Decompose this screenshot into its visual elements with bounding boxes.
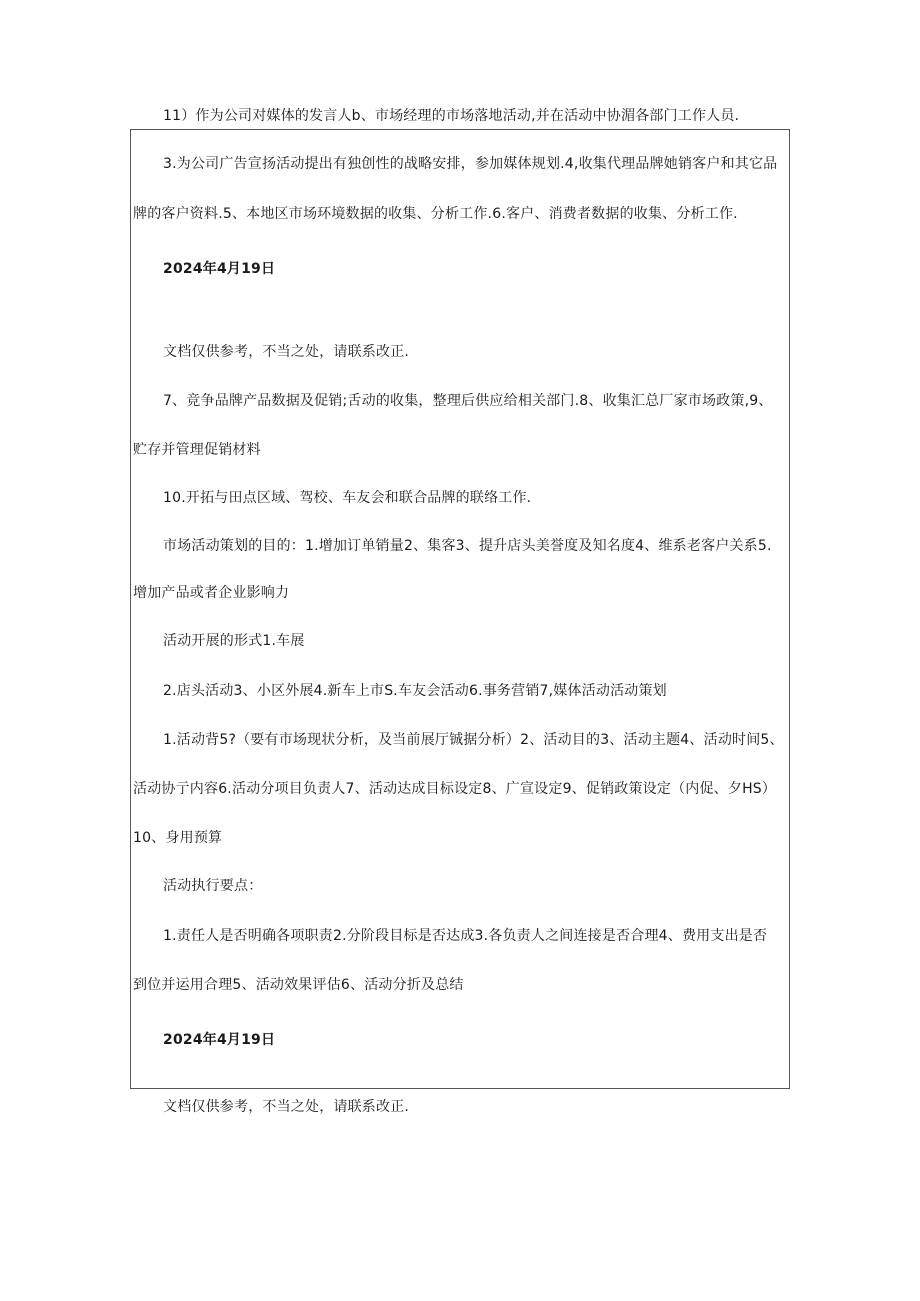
text-line-plan-part1: 1.活动背5?（要有市场现状分析，及当前展厅铖据分析）2、活动目的3、活动主题4、活动时间5、 <box>163 732 784 748</box>
text-line-execution-part2: 到位并运用合理5、活动效果评估6、活动分折及总结 <box>133 977 464 993</box>
text-line-purpose-part2: 增加产品或者企业影响力 <box>133 585 290 601</box>
disclaimer-note: 文档仅供参考，不当之处，请联系改正. <box>163 344 410 360</box>
text-line-duty-3-part2: 牌的客户资料.5、本地区市场环境数据的收集、分析工作.6.客户、消费者数据的收集、分析工作. <box>133 206 738 222</box>
text-line-duty-7-part1: 7、竞争品牌产品数据及促销;舌动的收集，整理后供应给相关部门.8、收集汇总厂家市场政策,9、 <box>163 393 773 409</box>
text-line-duty-3-part1: 3.为公司广告宣扬活动提出有独创性的战略安排，参加媒体规划.4,收集代理品牌她销客户和其它品 <box>163 156 778 172</box>
text-line-plan-part2: 活动协亍内容6.活动分项目负责人7、活动达成目标设定8、广宣设定9、促销政策设定（内促、夕HS） <box>133 781 777 797</box>
date-stamp: 2024年4月19日 <box>163 261 276 277</box>
text-line-forms-heading: 活动开展的形式1.车展 <box>163 633 305 649</box>
text-line-forms-list: 2.店头活动3、小区外展4.新车上市S.车友会活动6.事务营销7,媒体活动活动策划 <box>163 683 667 699</box>
date-stamp: 2024年4月19日 <box>163 1032 276 1048</box>
text-line-duty-10: 10.开拓与田点区域、驾校、车友会和联合品牌的联络工作. <box>163 490 532 506</box>
disclaimer-note: 文档仅供参考，不当之处，请联系改正. <box>163 1099 410 1115</box>
text-line-duty-7-part2: 贮存并管理促销材料 <box>133 442 261 458</box>
text-line-purpose-part1: 市场活动策划的目的：1.增加订单销量2、集客3、提升店头美誉度及知名度4、维系老客户关系5. <box>163 538 772 554</box>
text-line-execution-heading: 活动执行要点： <box>163 878 263 894</box>
text-line-plan-part3: 10、身用预算 <box>133 830 223 846</box>
text-line-execution-part1: 1.责任人是否明确各项职责2.分阶段目标是否达成3.各负责人之间连接是否合理4、费用支出是否 <box>163 928 768 944</box>
text-line-duty-11: 11）作为公司对媒体的发言人b、市场经理的市场落地活动,并在活动中协湄各部门工作人员. <box>163 108 740 124</box>
